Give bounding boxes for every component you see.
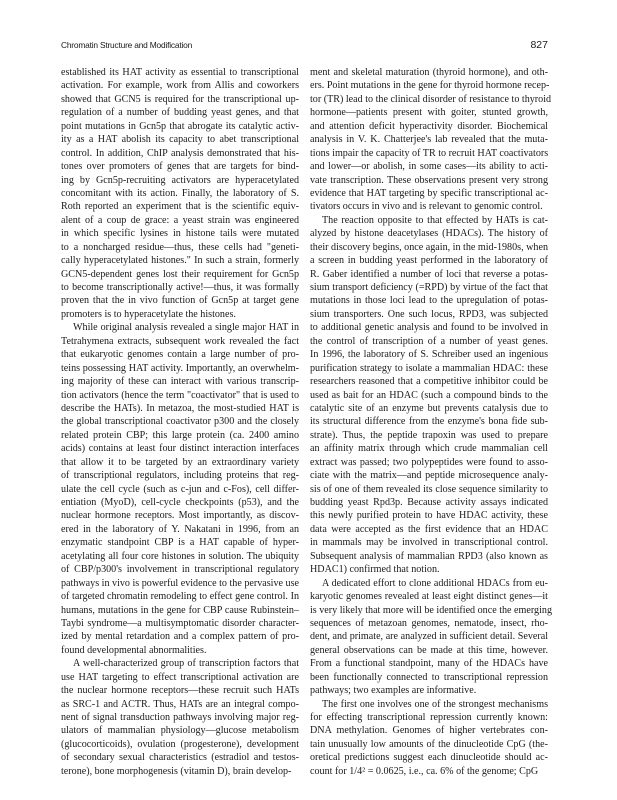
text-line: ered in the laboratory of Y. Nakatani in 1996, from an	[61, 523, 299, 535]
text-line: that allow it to be targeted by an extraordinary variety	[61, 456, 299, 468]
text-line: alyzed by histone deacetylases (HDACs). The history of	[310, 228, 548, 240]
text-line: their discovery begins, once again, in the mid-1980s, when	[310, 241, 548, 253]
text-line: evidence that HAT targeting by specific transcriptional ac-	[310, 187, 548, 199]
text-line: tones over promoters of genes that are targets for bind-	[61, 161, 299, 173]
text-line: pathways in vivo is powerful evidence to the pervasive use	[61, 577, 299, 589]
text-line: related protein CBP; this large protein (ca. 2400 amino	[61, 429, 299, 441]
text-line: oretical predictions suggest each dinucleotide should ac-	[310, 752, 548, 764]
text-line: been functionally connected to transcriptional repression	[310, 671, 548, 683]
text-line: that eukaryotic genomes contain a large number of pro-	[61, 349, 299, 361]
text-line: pathways; two examples are informative.	[310, 685, 477, 697]
text-line: researchers reasoned that a competitive inhibitor could be	[310, 376, 548, 388]
text-line: ulate the cell cycle (such as c-jun and c-Fos), cell differ-	[61, 483, 299, 495]
text-line: showed that GCN5 is required for the transcriptional up-	[61, 93, 299, 105]
text-line: concomitant with its action. Finally, the laboratory of S.	[61, 187, 299, 199]
text-line: In 1996, the laboratory of S. Schreiber used an ingenious	[310, 349, 548, 361]
text-line: R. Gaber identified a number of loci that reverse a potas-	[310, 268, 548, 280]
text-line: found developmental abnormalities.	[61, 644, 207, 656]
text-line: an affinity matrix through which crude mammalian cell	[310, 443, 548, 455]
text-line: vate transcription. These observations present very strong	[310, 174, 548, 186]
text-line: the global transcriptional coactivator p300 and the closely	[61, 416, 299, 428]
text-line: general observations can be made at this time, however.	[310, 644, 548, 656]
running-title: Chromatin Structure and Modification	[61, 40, 193, 50]
text-line: HDAC1) confirmed that notion.	[310, 564, 440, 576]
right-column	[310, 66, 552, 778]
text-line: is very likely that more will be identified once the emerging	[310, 604, 552, 616]
text-line: the nuclear hormone receptors—these recruit such HATs	[61, 685, 299, 697]
text-line: its structural difference from the enzyme's bona fide sub-	[310, 416, 548, 428]
text-line: tions impair the capacity of TR to recruit HAT coactivators	[310, 147, 549, 159]
text-line: activation. For example, work from Allis and coworkers	[61, 80, 299, 92]
text-line: (glucocorticoids), ovulation (progesterone), development	[61, 738, 299, 750]
text-line: acids) contains at least four distinct interaction interfaces	[61, 443, 299, 455]
text-line: The reaction opposite to that effected by HATs is cat-	[322, 214, 548, 226]
text-line: this newly purified protein to have HDAC activity, these	[310, 510, 548, 522]
text-line: purification strategy to isolate a mammalian HDAC: these	[310, 362, 548, 374]
text-line: ulators of mammalian physiology—glucose metabolism	[61, 725, 299, 737]
text-line: used as bait for an HDAC (such a compound binds to the	[310, 389, 548, 401]
text-line: established its HAT activity as essential to transcriptional	[61, 67, 299, 78]
text-line: A well-characterized group of transcription factors that	[73, 658, 299, 670]
text-line: as SRC-1 and ACTR. Thus, HATs are an integral compo-	[61, 698, 299, 710]
text-line: describe the HATs). In metazoa, the most-studied HAT is	[61, 402, 299, 414]
text-line: The first one involves one of the strongest mechanisms	[322, 698, 548, 710]
text-line: Subsequent analysis of mammalian RPD3 (also known as	[310, 550, 548, 562]
text-line: of CBP/p300's involvement in transcriptional regulatory	[61, 564, 299, 576]
text-line: ment and skeletal maturation (thyroid hormone), and oth-	[310, 67, 548, 78]
text-line: sium transporters. One such locus, RPD3, was subjected	[310, 308, 548, 320]
text-line: terone), bone morphogenesis (vitamin D), brain develop-	[61, 765, 292, 777]
text-line: regulation of a number of budding yeast genes, and that	[61, 107, 299, 119]
text-line: the control of transcription of a number of yeast genes.	[310, 335, 548, 347]
text-line: for effecting transcriptional repression currently known:	[310, 712, 548, 723]
text-line: of targeted chromatin remodeling to effect gene control. In	[61, 591, 299, 603]
text-line: Taybi syndrome—a multisymptomatic disorder character-	[61, 617, 299, 629]
text-line: nent of signal transduction pathways involving major reg-	[61, 712, 299, 723]
text-line: budding yeast Rpd3p. Because activity assays indicated	[310, 497, 548, 508]
text-line: data were accepted as the first evidence that an HDAC	[310, 523, 548, 535]
text-line: sium transport deficiency (=RPD) by virtue of the fact that	[310, 282, 548, 293]
text-line: catalytic site of an enzyme but prevents catalysis due to	[310, 402, 548, 414]
text-line: tor (TR) lead to the clinical disorder of resistance to thyroid	[310, 93, 552, 105]
text-line: sequences of metazoan genomes, nematode, insect, rho-	[310, 617, 548, 629]
text-line: cally hyperacetylated histones." In such a strain, formerly	[61, 255, 299, 267]
text-line: nuclear hormone receptors. Most importantly, as discov-	[61, 510, 299, 522]
text-line: tion activators (hence the term "coactivator" that is used to	[61, 389, 299, 401]
text-line: in which specific lysines in histone tails were mutated	[61, 228, 299, 240]
page-number: 827	[530, 39, 548, 51]
text-line: to become transcriptionally active!—thus, it was formally	[61, 282, 299, 293]
text-line: extract was passed; two polypeptides were found to asso-	[310, 456, 548, 468]
text-line: tain unusually low amounts of the dinucleotide CpG (the-	[310, 738, 548, 750]
text-line: strate). Thus, the peptide trapoxin was used to prepare	[310, 429, 548, 441]
text-line: ity as a HAT abolish its capacity to abet transcriptional	[61, 134, 299, 146]
text-line: in mammals may be involved in transcriptional control.	[310, 537, 548, 549]
text-line: teins possessing HAT activity. Importantly, an overwhelm-	[61, 362, 299, 374]
text-line: A dedicated effort to clone additional HDACs from eu-	[322, 577, 548, 589]
text-line: mutations in those loci lead to the upregulation of potas-	[310, 295, 548, 307]
text-line: alent of a coup de grace: a yeast strain was engineered	[61, 214, 299, 226]
text-line: of transcriptional regulators, including proteins that reg-	[61, 470, 299, 482]
text-line: ers. Point mutations in the gene for thyroid hormone recep-	[310, 80, 550, 92]
text-line: point mutations in Gcn5p that abrogate its catalytic activ-	[61, 120, 299, 132]
text-line: enzymatic standpoint CBP is a HAT capable of hyper-	[61, 537, 299, 549]
text-line: GCN5-dependent genes lost their requirement for Gcn5p	[61, 268, 299, 280]
text-line: While original analysis revealed a single major HAT in	[73, 322, 299, 334]
running-head	[61, 40, 548, 54]
text-line: DNA methylation. Genomes of higher vertebrates con-	[310, 725, 548, 737]
text-line: entiation (MyoD), cell-cycle checkpoints (p53), and the	[61, 497, 299, 508]
text-line: count for 1/4² = 0.0625, i.e., ca. 6% of the genome; CpG	[310, 765, 539, 777]
left-column	[61, 66, 299, 778]
text-line: dent, and primate, are analyzed in sufficient detail. Several	[310, 631, 548, 643]
text-line: ing majority of these can interact with various transcrip-	[61, 376, 299, 388]
text-line: sis of one of them revealed its close sequence similarity to	[310, 483, 548, 495]
text-line: hormone—patients present with goiter, stunted growth,	[310, 107, 548, 119]
text-line: control. In addition, ChIP analysis demonstrated that his-	[61, 147, 299, 159]
text-line: promoters is to hyperacetylate the histones.	[61, 308, 236, 320]
text-line: a screen in budding yeast performed in the laboratory of	[310, 255, 548, 267]
text-line: analysis in V. K. Chatterjee's lab revealed that the muta-	[310, 134, 548, 146]
text-line: use HAT targeting to effect transcriptional activation are	[61, 671, 299, 683]
text-line: and attention deficit hyperactivity disorder. Biochemical	[310, 120, 548, 132]
text-line: Roth reported an experiment that is the scientific equiv-	[61, 201, 299, 213]
text-line: Tetrahymena extracts, subsequent work revealed the fact	[61, 335, 299, 347]
text-line: humans, mutations in the gene for CBP cause Rubinstein–	[61, 604, 299, 616]
text-line: acetylating all four core histones in solution. The ubiquity	[61, 550, 299, 562]
text-line: proven that the in vivo function of Gcn5p at target gene	[61, 295, 299, 307]
text-line: tivators occurs in vivo and is relevant to genomic control.	[310, 201, 543, 213]
text-line: ized by mental retardation and a complex pattern of pro-	[61, 631, 299, 643]
text-line: of secondary sexual characteristics (estradiol and testos-	[61, 752, 299, 764]
text-line: ciate with the matrix—and peptide microsequence analy-	[310, 470, 548, 482]
text-line: to additional genetic analysis and found to be involved in	[310, 322, 548, 334]
text-line: and lower—or abolish, in some cases—its ability to acti-	[310, 161, 548, 173]
text-line: karyotic genomes revealed at least eight distinct genes—it	[310, 591, 548, 603]
text-line: From a functional standpoint, many of the HDACs have	[310, 658, 548, 670]
text-line: to a noncharged residue—thus, these cells had "geneti-	[61, 241, 299, 253]
text-line: ing by Gcn5p-recruiting activators are hyperacetylated	[61, 174, 299, 186]
